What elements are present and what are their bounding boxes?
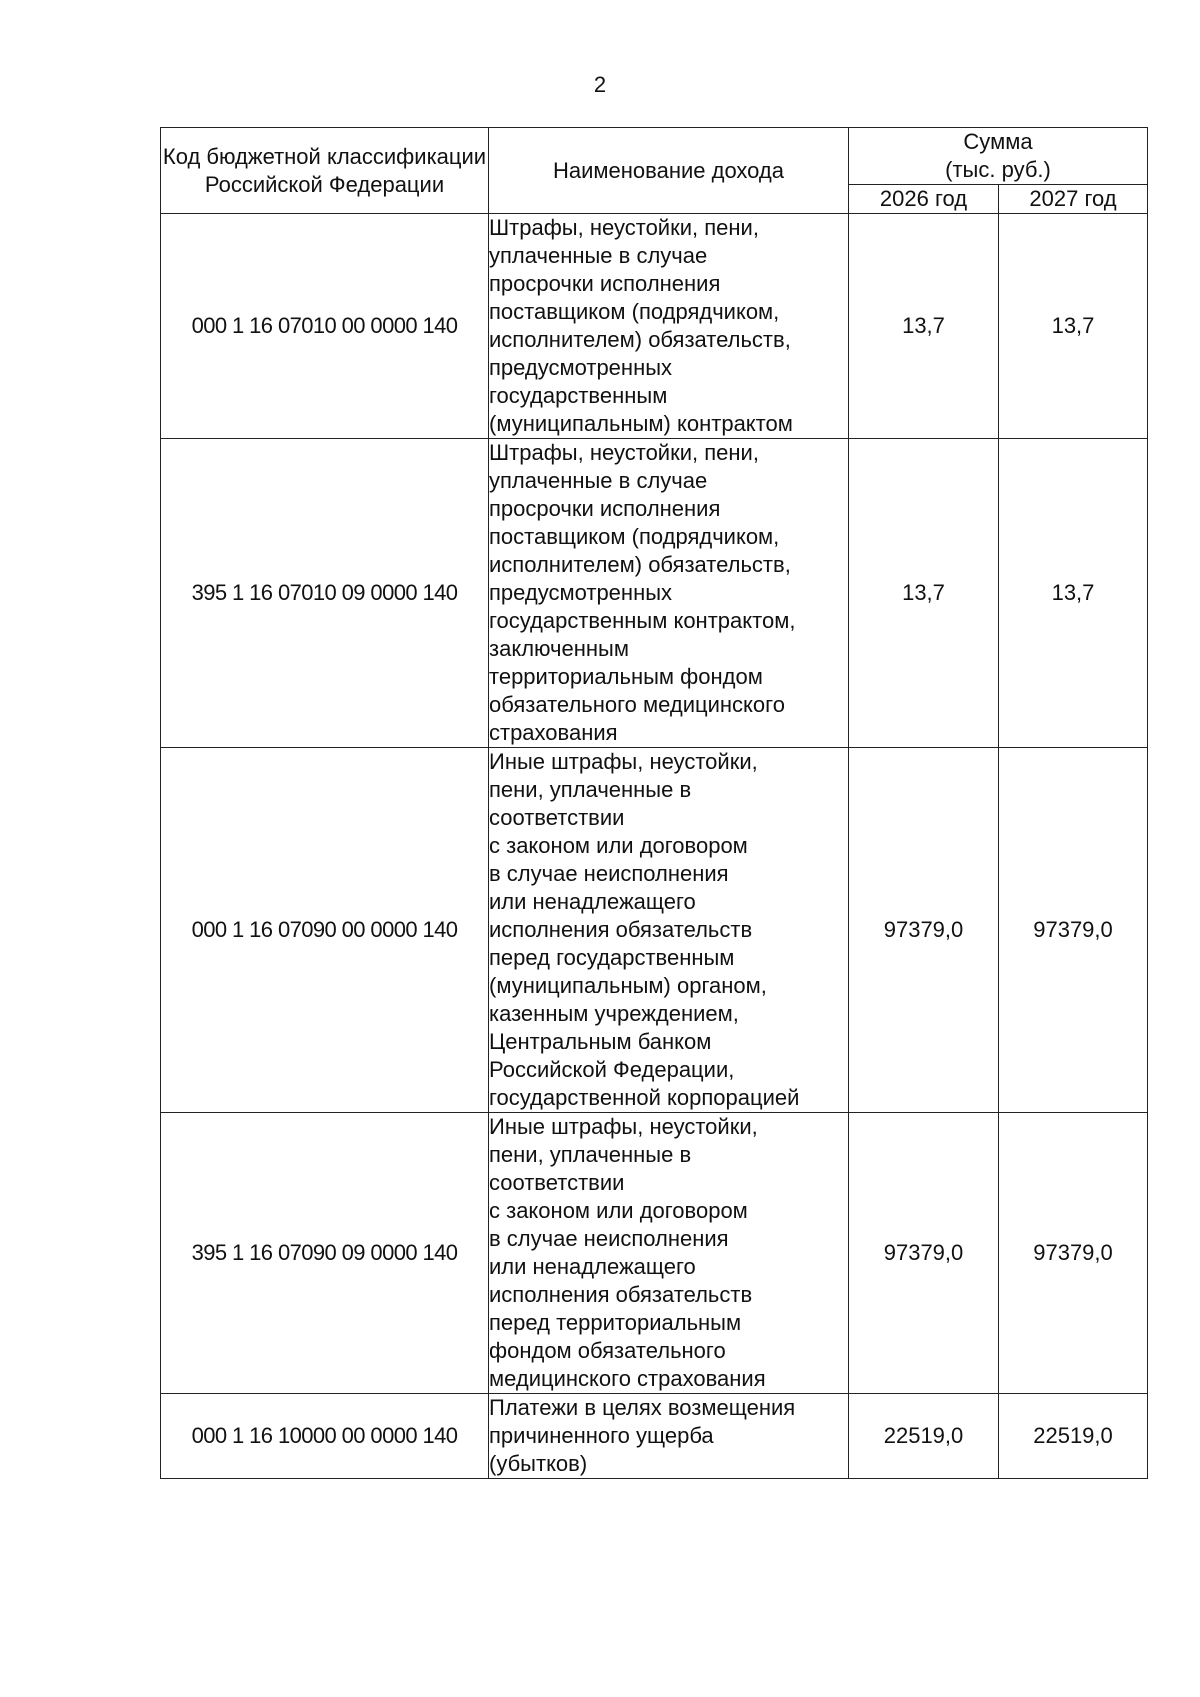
table-row (161, 748, 1148, 1113)
amount-2027-cell: 22519,0 (999, 1394, 1148, 1479)
header-row (161, 128, 1148, 185)
revenue-name-cell: Платежи в целях возмещения причиненного ущерба (убытков) (489, 1394, 849, 1479)
page-number: 2 (593, 72, 607, 97)
revenue-name-cell: Иные штрафы, неустойки, пени, уплаченные в соответствии с законом или договором в случае неисполнения или ненадлежащего исполнения обязательств перед территориальным фондом обязательного медицинского страхования (489, 1113, 849, 1394)
budget-code-cell: 395 1 16 07090 09 0000 140 (161, 1113, 489, 1394)
revenue-name-cell: Иные штрафы, неустойки, пени, уплаченные в соответствии с законом или договором в случае неисполнения или ненадлежащего исполнения обязательств перед государственным (муниципальным) органом, казенным учреждением, Центральным банком Российской Федерации, государственной корпорацией (489, 748, 849, 1113)
table-row (161, 1113, 1148, 1394)
amount-2027-cell: 97379,0 (999, 748, 1148, 1113)
amount-2026-cell: 97379,0 (849, 748, 999, 1113)
column-header-code: Код бюджетной классификации Российской Федерации (161, 128, 489, 214)
amount-2027-cell: 13,7 (999, 214, 1148, 439)
budget-code-cell: 395 1 16 07010 09 0000 140 (161, 439, 489, 748)
budget-code-cell: 000 1 16 10000 00 0000 140 (161, 1394, 489, 1479)
amount-2027-cell: 97379,0 (999, 1113, 1148, 1394)
table-row (161, 214, 1148, 439)
amount-2026-cell: 97379,0 (849, 1113, 999, 1394)
revenue-table (160, 127, 1148, 1479)
column-header-name: Наименование дохода (489, 128, 849, 214)
amount-2026-cell: 22519,0 (849, 1394, 999, 1479)
amount-2027-cell: 13,7 (999, 439, 1148, 748)
table-row (161, 439, 1148, 748)
budget-code-cell: 000 1 16 07010 00 0000 140 (161, 214, 489, 439)
budget-code-cell: 000 1 16 07090 00 0000 140 (161, 748, 489, 1113)
revenue-name-cell: Штрафы, неустойки, пени, уплаченные в случае просрочки исполнения поставщиком (подрядчиком, исполнителем) обязательств, предусмотренных государственным (муниципальным) контрактом (489, 214, 849, 439)
column-header-sum: Сумма (тыс. руб.) (849, 128, 1148, 185)
amount-2026-cell: 13,7 (849, 214, 999, 439)
column-header-2027: 2027 год (999, 185, 1148, 214)
revenue-name-cell: Штрафы, неустойки, пени, уплаченные в случае просрочки исполнения поставщиком (подрядчиком, исполнителем) обязательств, предусмотренных государственным контрактом, заключенным территориальным фондом обязательного медицинского страхования (489, 439, 849, 748)
amount-2026-cell: 13,7 (849, 439, 999, 748)
column-header-2026: 2026 год (849, 185, 999, 214)
table-row (161, 1394, 1148, 1479)
